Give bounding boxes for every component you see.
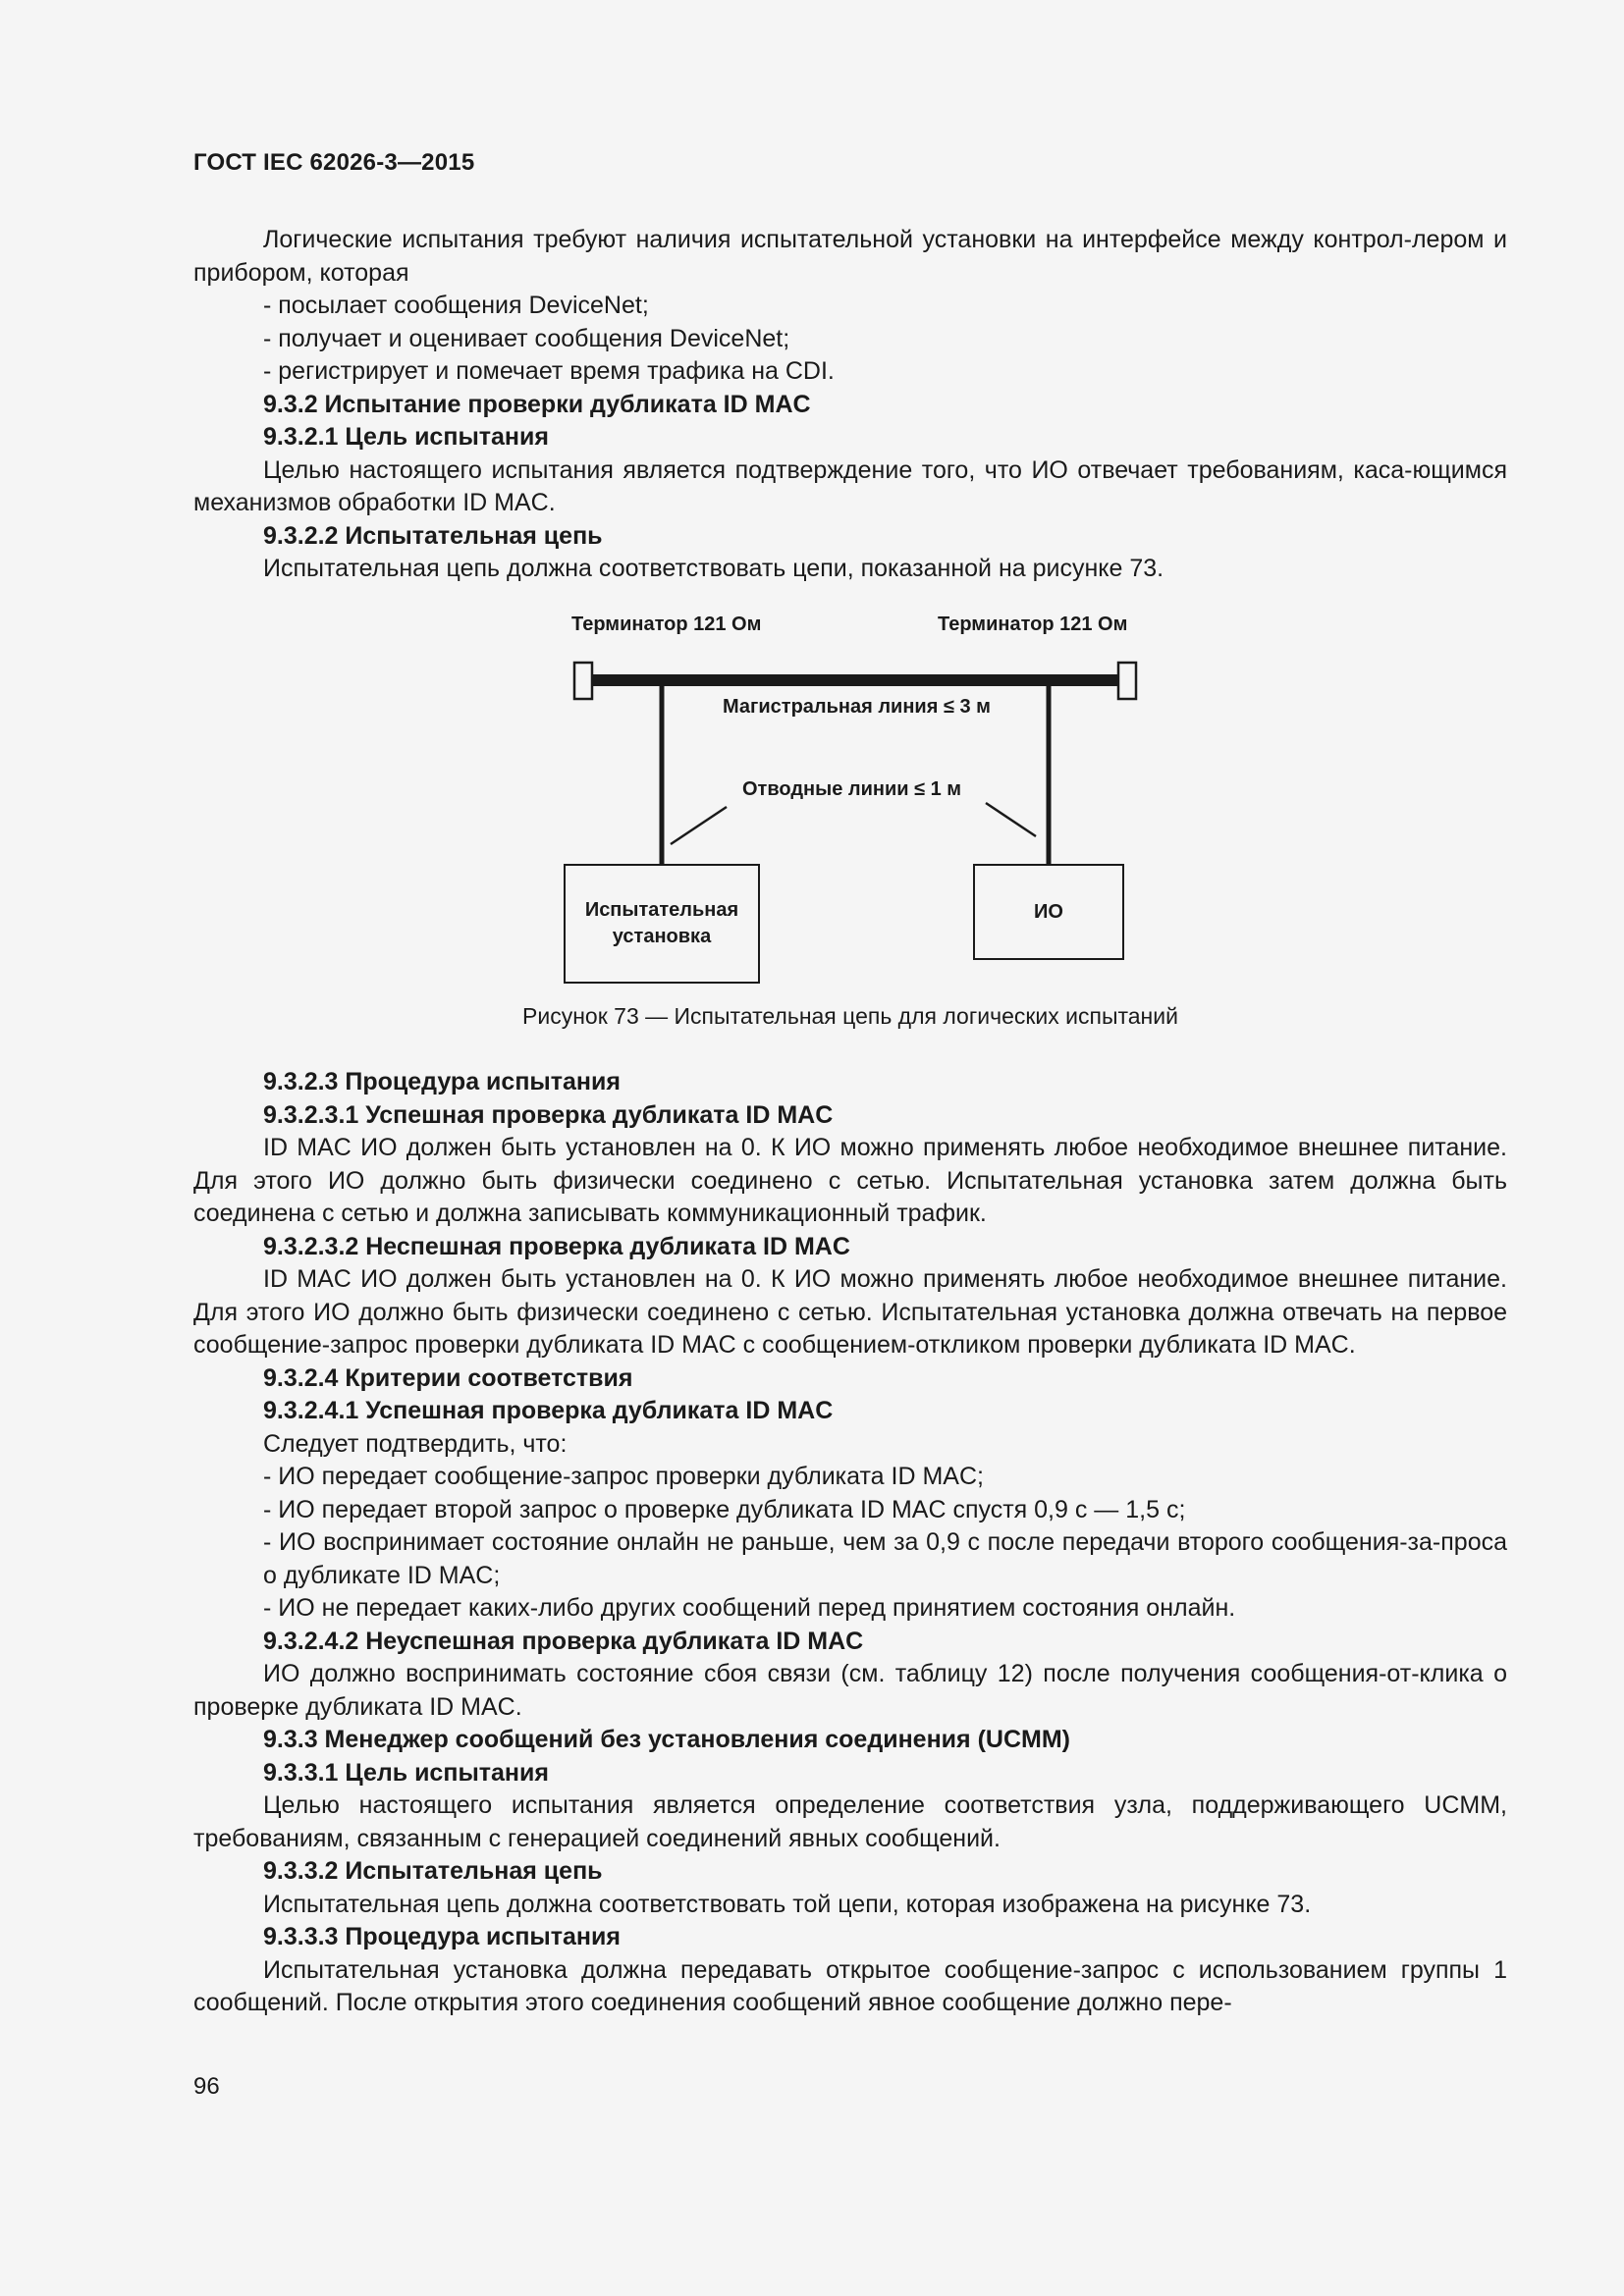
drops-label: Отводные линии ≤ 1 м xyxy=(742,778,962,800)
criteria-item: - ИО передает второй запрос о проверке дубликата ID MAC спустя 0,9 с — 1,5 с; xyxy=(263,1495,1186,1523)
section-heading-9-3-3-2: 9.3.3.2 Испытательная цепь xyxy=(263,1857,603,1885)
section-heading-9-3-2-3-1: 9.3.2.3.1 Успешная проверка дубликата ID MAC xyxy=(263,1100,834,1129)
criteria-paragraph: ИО должно воспринимать состояние сбоя связи (см. таблицу 12) после получения сообщения-от-клика о проверке дубликата ID MAC. xyxy=(193,1660,1507,1721)
procedure-paragraph-1: ID MAC ИО должен быть установлен на 0. К ИО можно применять любое необходимое внешнее питание. Для этого ИО должно быть физически соединено с сетью. Испытательная установка затем должна быть соединена с сетью и должна записывать коммуникационный трафик. xyxy=(193,1134,1507,1227)
ucmm-procedure-paragraph: Испытательная установка должна передавать открытое сообщение-запрос с использованием группы 1 сообщений. После открытия этого соединения сообщений явное сообщение должно пере- xyxy=(193,1955,1507,2016)
intro-item: - получает и оценивает сообщения DeviceNet; xyxy=(263,324,790,352)
device-under-test-box: ИО xyxy=(973,864,1124,960)
intro-item: - посылает сообщения DeviceNet; xyxy=(263,292,649,319)
test-rig-box: Испытательная установка xyxy=(564,864,760,984)
ucmm-circuit-paragraph: Испытательная цепь должна соответствовать той цепи, которая изображена на рисунке 73. xyxy=(263,1890,1312,1918)
pointer-right xyxy=(986,803,1036,836)
terminator-left-icon xyxy=(574,663,592,699)
terminator-right-icon xyxy=(1118,663,1136,699)
section-heading-9-3-3: 9.3.3 Менеджер сообщений без установления соединения (UCMM) xyxy=(263,1726,1070,1753)
intro-item: - регистрирует и помечает время трафика на CDI. xyxy=(263,357,835,385)
figure-73 xyxy=(550,601,1178,993)
upper-text-block xyxy=(193,224,1507,586)
figure-caption: Рисунок 73 — Испытательная цепь для логических испытаний xyxy=(522,1003,1178,1029)
trunk-label: Магистральная линия ≤ 3 м xyxy=(723,696,991,718)
document-header: ГОСТ IEC 62026-3—2015 xyxy=(193,149,475,176)
pointer-left xyxy=(671,807,727,844)
criteria-item: - ИО воспринимает состояние онлайн не раньше, чем за 0,9 с после передачи второго сообщения-за-проса о дубликате ID MAC; xyxy=(263,1528,1507,1589)
criteria-item: - ИО не передает каких-либо других сообщений перед принятием состояния онлайн. xyxy=(263,1594,1236,1622)
procedure-paragraph-2: ID MAC ИО должен быть установлен на 0. К ИО можно применять любое необходимое внешнее питание. Для этого ИО должно быть физически соединено с сетью. Испытательная установка должна отвечать на первое сообщение-запрос проверки дубликата ID MAC с сообщением-откликом проверки дубликата ID MAC. xyxy=(193,1265,1507,1359)
terminator-left-label: Терминатор 121 Ом xyxy=(571,614,762,635)
ucmm-goal-paragraph: Целью настоящего испытания является определение соответствия узла, поддерживающего UCMM, требованиям, связанным с генерацией соединений явных сообщений. xyxy=(193,1791,1507,1852)
criteria-item: - ИО передает сообщение-запрос проверки дубликата ID MAC; xyxy=(263,1463,984,1490)
criteria-lead: Следует подтвердить, что: xyxy=(263,1429,568,1458)
intro-paragraph: Логические испытания требуют наличия испытательной установки на интерфейсе между контрол-лером и прибором, которая xyxy=(193,226,1507,287)
section-heading-9-3-2-3-2: 9.3.2.3.2 Неспешная проверка дубликата ID MAC xyxy=(263,1232,850,1260)
circuit-paragraph: Испытательная цепь должна соответствовать цепи, показанной на рисунке 73. xyxy=(263,555,1164,582)
section-heading-9-3-2-3: 9.3.2.3 Процедура испытания xyxy=(263,1068,621,1095)
section-heading-9-3-2-4-2: 9.3.2.4.2 Неуспешная проверка дубликата ID MAC xyxy=(263,1627,864,1655)
lower-text-block xyxy=(193,1066,1507,2020)
section-heading-9-3-2: 9.3.2 Испытание проверки дубликата ID MAC xyxy=(263,390,811,418)
section-heading-9-3-2-4-1: 9.3.2.4.1 Успешная проверка дубликата ID MAC xyxy=(263,1397,834,1424)
page-number: 96 xyxy=(193,2073,220,2100)
section-heading-9-3-2-4: 9.3.2.4 Критерии соответствия xyxy=(263,1363,633,1392)
section-heading-9-3-3-3: 9.3.3.3 Процедура испытания xyxy=(263,1923,621,1950)
section-heading-9-3-2-2: 9.3.2.2 Испытательная цепь xyxy=(263,521,603,550)
section-heading-9-3-2-1: 9.3.2.1 Цель испытания xyxy=(263,423,549,451)
terminator-right-label: Терминатор 121 Ом xyxy=(938,614,1128,635)
goal-paragraph: Целью настоящего испытания является подтверждение того, что ИО отвечает требованиям, каса-ющимся механизмов обработки ID MAC. xyxy=(193,455,1507,516)
section-heading-9-3-3-1: 9.3.3.1 Цель испытания xyxy=(263,1758,549,1787)
